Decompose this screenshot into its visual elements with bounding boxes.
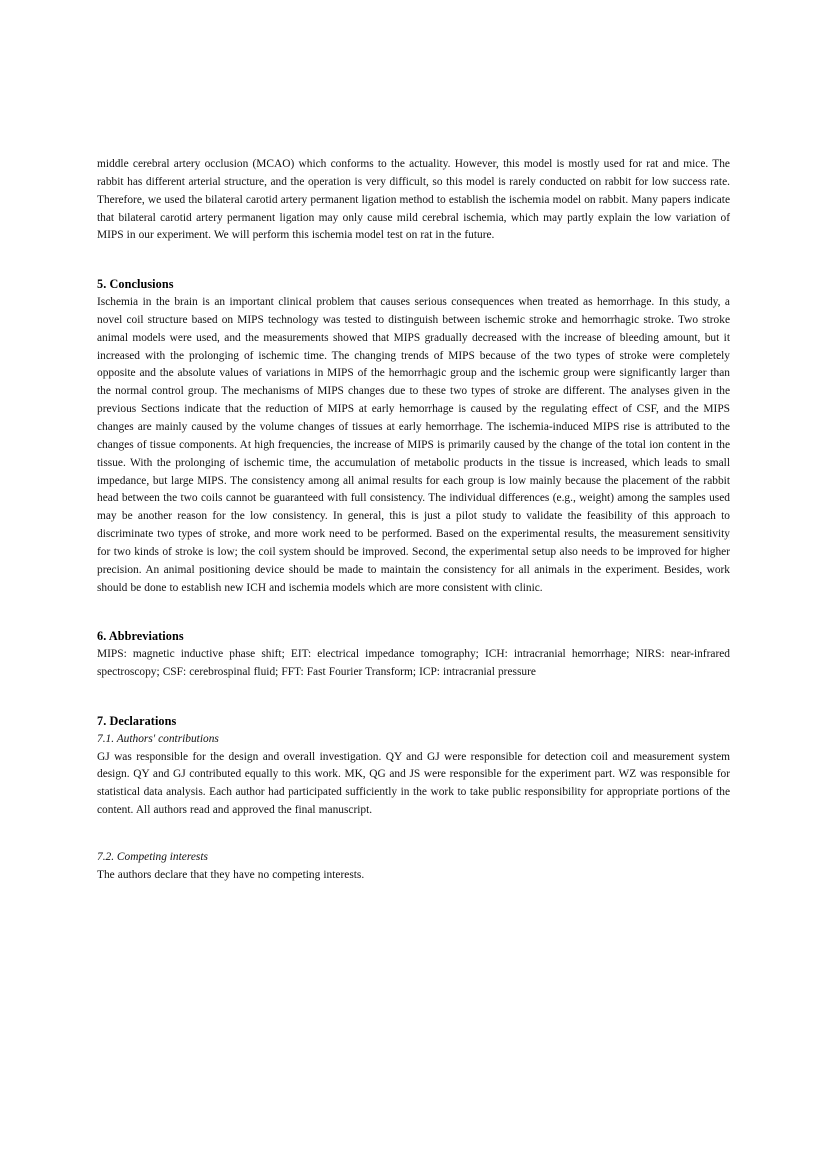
section-heading-declarations: 7. Declarations [97,713,177,728]
subsection-heading-competing-interests: 7.2. Competing interests [97,851,208,863]
page-content-column [97,156,730,885]
subsection-body-authors-contributions: GJ was responsible for the design and overall investigation. QY and GJ were responsible for detection coil and measurement system design. QY and GJ contributed equally to this work. MK, QG and JS were responsible for the experiment part. WZ was responsible for statistical data analysis. Each author had participated sufficiently in the work to take public responsibility for appropriate portions of the content. All authors read and approved the final manuscript. [97,750,730,817]
subsection-heading-authors-contributions: 7.1. Authors' contributions [97,732,219,745]
section-body-abbreviations: MIPS: magnetic inductive phase shift; EIT: electrical impedance tomography; ICH: intracranial hemorrhage; NIRS: near-infrared spectroscopy; CSF: cerebrospinal fluid; FFT: Fast Fourier Transform; ICP: intracranial pressure [97,648,730,679]
spacer-before-conclusions [97,245,730,276]
section-body-conclusions: Ischemia in the brain is an important clinical problem that causes serious consequences when treated as hemorrhage. In this study, a novel coil structure based on MIPS technology was tested to distinguish between ischemic stroke and hemorrhagic stroke. Two stroke animal models were used, and the measurements showed that MIPS gradually decreased with the increase of bleeding amount, but it increased with the prolonging of ischemic time. The changing trends of MIPS because of the two types of stroke were completely opposite and the absolute values of variations in MIPS of the hemorrhagic group and the ischemic group were significantly larger than the normal control group. The mechanisms of MIPS changes due to these two types of stroke are different. The analyses given in the previous Sections indicate that the reduction of MIPS at early hemorrhage is caused by the regulating effect of CSF, and the MIPS changes are mainly caused by the volume changes of tissues at early hemorrhage. The ischemia-induced MIPS rise is attributed to the changes of tissue components. At high frequencies, the increase of MIPS is primarily caused by the change of the total ion content in the tissue. With the prolonging of ischemic time, the accumulation of metabolic products in the tissue is increased, which leads to small impedance, but large MIPS. The consistency among all animal results for each group is low mainly because the placement of the rabbit head between the two coils cannot be guaranteed with full consistency. The individual differences (e.g., weight) among the samples used may be another reason for the low consistency. In general, this is just a pilot study to validate the feasibility of this approach to discriminate two types of stroke, and more work need to be performed. Based on the experimental results, the measurement sensitivity for two kinds of stroke is low; the coil system should be improved. Second, the experimental setup also needs to be improved for higher precision. An animal positioning device should be made to maintain the consistency for all animals in the experiment. Besides, work should be done to establish new ICH and ischemia models which are more consistent with clinic. [97,296,730,594]
subsection-body-competing-interests: The authors declare that they have no competing interests. [97,868,365,881]
spacer-before-competing-interests [97,820,730,849]
spacer-before-abbreviations [97,597,730,628]
section-heading-conclusions: 5. Conclusions [97,277,174,292]
spacer-before-declarations [97,682,730,713]
continued-paragraph: middle cerebral artery occlusion (MCAO) which conforms to the actuality. However, this model is mostly used for rat and mice. The rabbit has different arterial structure, and the operation is very difficult, so this model is rarely conducted on rabbit for low success rate. Therefore, we used the bilateral carotid artery permanent ligation method to establish the ischemia model on rabbit. Many papers indicate that bilateral carotid artery permanent ligation may only cause mild cerebral ischemia, which may partly explain the low variation of MIPS in our experiment. We will perform this ischemia model test on rat in the future. [97,158,730,242]
section-heading-abbreviations: 6. Abbreviations [97,629,184,644]
